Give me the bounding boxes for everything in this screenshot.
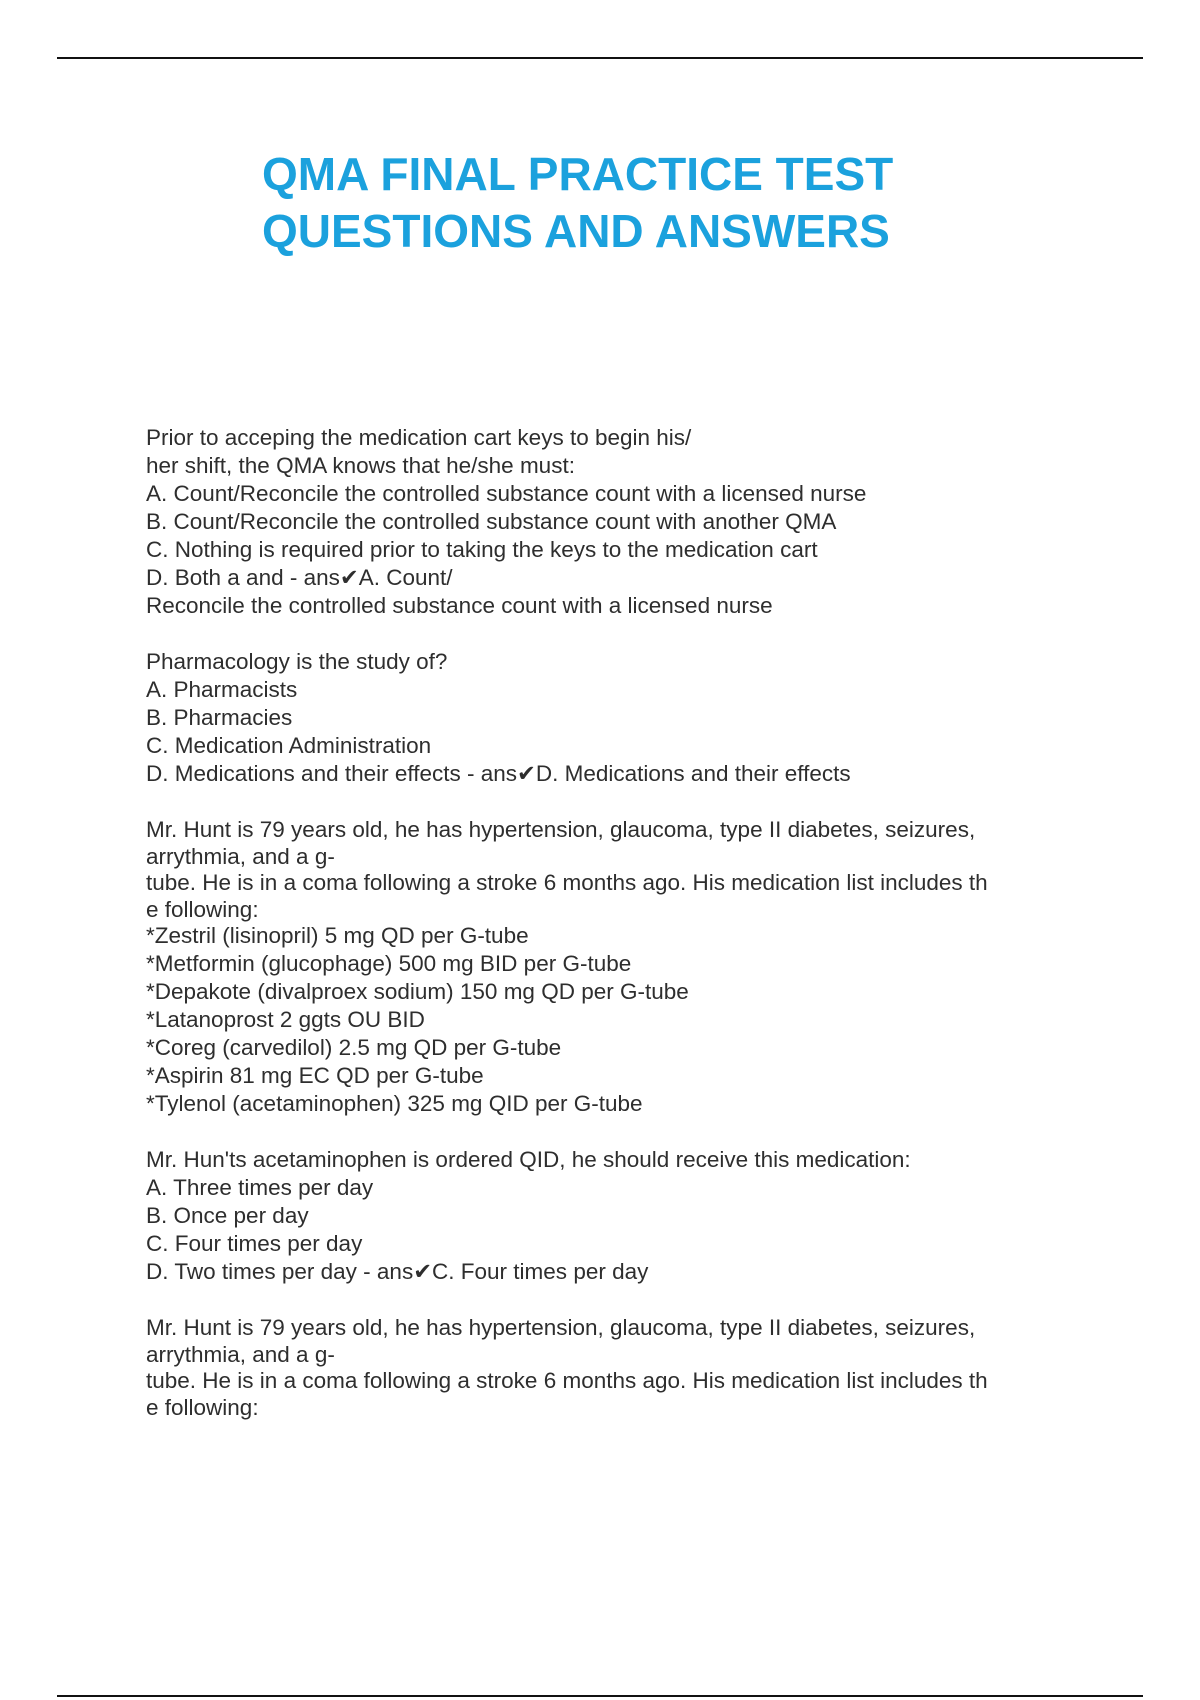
answer-option-with-key: D. Two times per day - ans✔C. Four times per day [146, 1259, 649, 1284]
text-line: Mr. Hunt is 79 years old, he has hypertension, glaucoma, type II diabetes, seizures, [146, 1315, 976, 1340]
medication-item: *Coreg (carvedilol) 2.5 mg QD per G-tube [146, 1035, 562, 1060]
document-title-line-1: QMA FINAL PRACTICE TEST [262, 148, 894, 200]
header-rule [57, 57, 1143, 59]
case-mr-hunt-medication-list [146, 816, 1086, 1118]
text-line: Prior to acceping the medication cart keys to begin his/ [146, 425, 692, 450]
document-title-line-2: QUESTIONS AND ANSWERS [262, 205, 890, 257]
answer-key-continuation: Reconcile the controlled substance count with a licensed nurse [146, 593, 773, 618]
text-line: e following: [146, 897, 259, 922]
question-pharmacology [146, 648, 1086, 788]
document-body [146, 424, 1086, 1448]
text-line: Pharmacology is the study of? [146, 649, 448, 674]
answer-option: C. Medication Administration [146, 733, 432, 758]
answer-option: A. Count/Reconcile the controlled substance count with a licensed nurse [146, 481, 867, 506]
text-line: her shift, the QMA knows that he/she must: [146, 453, 575, 478]
case-mr-hunt-repeat [146, 1314, 1086, 1420]
text-line: Mr. Hun'ts acetaminophen is ordered QID, he should receive this medication: [146, 1147, 911, 1172]
text-line: tube. He is in a coma following a stroke 6 months ago. His medication list includes th [146, 1368, 988, 1393]
text-line: arrythmia, and a g- [146, 1342, 335, 1367]
medication-item: *Aspirin 81 mg EC QD per G-tube [146, 1063, 484, 1088]
answer-option: B. Count/Reconcile the controlled substance count with another QMA [146, 509, 837, 534]
answer-option: B. Pharmacies [146, 705, 293, 730]
answer-option: C. Four times per day [146, 1231, 363, 1256]
answer-option-with-key: D. Both a and - ans✔A. Count/ [146, 565, 453, 590]
text-line: Mr. Hunt is 79 years old, he has hypertension, glaucoma, type II diabetes, seizures, [146, 817, 976, 842]
text-line: tube. He is in a coma following a stroke 6 months ago. His medication list includes th [146, 870, 988, 895]
medication-item: *Depakote (divalproex sodium) 150 mg QD per G-tube [146, 979, 689, 1004]
text-line: e following: [146, 1395, 259, 1420]
text-line: arrythmia, and a g- [146, 844, 335, 869]
answer-option: C. Nothing is required prior to taking the keys to the medication cart [146, 537, 818, 562]
answer-option: B. Once per day [146, 1203, 309, 1228]
medication-item: *Latanoprost 2 ggts OU BID [146, 1007, 425, 1032]
answer-option: A. Pharmacists [146, 677, 298, 702]
footer-rule [57, 1695, 1143, 1697]
medication-item: *Metformin (glucophage) 500 mg BID per G-tube [146, 951, 632, 976]
question-medication-cart-keys [146, 424, 1086, 620]
answer-option: A. Three times per day [146, 1175, 374, 1200]
document-title [262, 146, 1022, 260]
question-acetaminophen-qid [146, 1146, 1086, 1286]
answer-option-with-key: D. Medications and their effects - ans✔D. Medications and their effects [146, 761, 851, 786]
medication-item: *Zestril (lisinopril) 5 mg QD per G-tube [146, 923, 529, 948]
medication-item: *Tylenol (acetaminophen) 325 mg QID per G-tube [146, 1091, 643, 1116]
